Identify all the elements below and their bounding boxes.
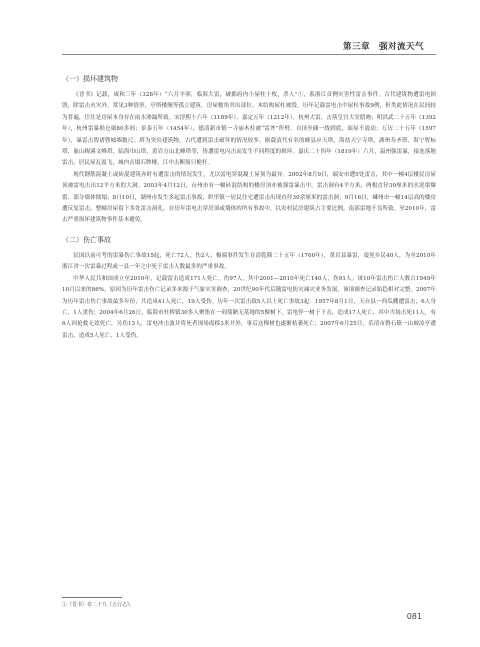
paragraph: 中华人民共和国成立至2010年，记载雷击造成171人死亡，伤97人，其中2001—2010年死亡140人，伤91人。该10年雷击伤亡人数占1949年10月以来的86%，原因为历年雷击伤亡记录多来源于气象灾害调查，20世纪90年代后随雷电防灾减灾业务发展，该项调查记录始趋相对完整。2007年为历年雷击伤亡事故最多年份，共造成41人死亡，19人受伤。历年一次雷击致5人以上死亡事故3起：1957年8月1日，天台县一西瓜棚遭雷击，6人身亡，1人重伤；2004年6月26日，临海市杜桥镇30多人聚集在一间简陋无基地的5棵树下，雷电猝一树于下击，造成17人死亡，其中当场击死11人，有6人因抢救无效死亡，另伤13人，雷电冲击波并将死者现场震移3米开外，事后这棵树也遂渐枯萎死亡；2007年6月25日，乐清市磐石镇一山坡凉亭遭雷击，造成5人死亡，1人受伤。 [62,275,436,339]
footnote-rule [62,597,122,598]
paragraph: 《晋书》记载，咸和三年（328年）“六月辛卯，临海大雷，破郡府内小屋柱十枚，杀人”①，系浙江首例灾害性雷击事件。古代建筑物遭雷电损毁，除雷击火灾外，常见3种情形，亭塔楼阁等孤立建筑、房屋檐角突出部位、木结构屋柱被毁。历年记载雷电击中屋柱事故9例，但类此情况在民间较为普遍，往往是房屋本身存在雨水渗漏所致。宋淳熙十六年（1189年）、嘉定五年（1212年），杭州大雷，击落皇宫大室鸱吻；明洪武二十五年（1392年），杭州雷暴损仓廒80多间；景泰五年（1454年），德清新市镇一寺庙木柱被“雷斧”所劈，自顶至磉一线到底，面屋不震动；万历二十五年（1597年），暴雷击毁诸暨城墙数尺。塔为突出建筑物，古代遭到雷击破坏的情况较多，据载清代有名的蜂县应天塔、海盐天宁寺塔、湖州寿圣塔、海宁智标塔、象山梅溪文峰塔、临海巾山塔、黄岩方山北峰塔等，皆遭雷电闪击而发生不同程度的损坏。嘉庆二十四年（1819年）六月，温州强雷暴，接连落地雷击，居民屋瓦震飞，城内击塌石牌楼，江中击断船只桅杆。 [62,92,436,167]
section-heading-building-damage: （一）损坏建筑物 [62,75,118,83]
page-body [62,70,436,342]
section-heading-casualties: （二）伤亡事故 [62,235,111,244]
paragraph: 现代钢筋混凝土或砖混建筑亦时有遭雷击的情况发生，尤以雷电穿混凝土屋顶为最异。2002年8月9日，瑞安市遭5处雷击，其中一幢4层楼民房屋顶被雷电击出12平方米的大洞。2003年4月12日，台州市有一幢砖混结构的楼房顶亦被强雷暴击中，雷击洞有4平方米，两根直径30厘米的水泥梁爆裂，部分墙体倒塌；8月10日，湖州市发生多起雷击事故，织里镇一居民住宅遭雷击出现直径30余厘米的雷击洞；9月16日，嵊州市一幢14层高的楼房遭反复雷击，整幢房屋留下多处雷击洞孔。在历年雷电击穿房顶或墙体的所有事故中，以农村民房建筑占主要比例，南部雷地不良所致。至2010年，雷击严重损坏建筑物事件基本避免。 [62,171,436,224]
header-rule [62,54,436,55]
footnote: ①《晋书》卷二十九《五行志》。 [62,602,135,608]
running-header-chapter: 第三章 强对流天气 [342,42,424,52]
paragraph: 民国以前可考的雷暴伤亡事故15起，死亡72人，伤2人；极端事件发生在清乾隆二十五年（1760年），黄岩县暴雷，震死乡民40人，为至2010年浙江省一次雷暴过程或一县一年之中死于雷击人数最多的严重事故。 [62,252,436,271]
page-number: 081 [406,612,422,621]
